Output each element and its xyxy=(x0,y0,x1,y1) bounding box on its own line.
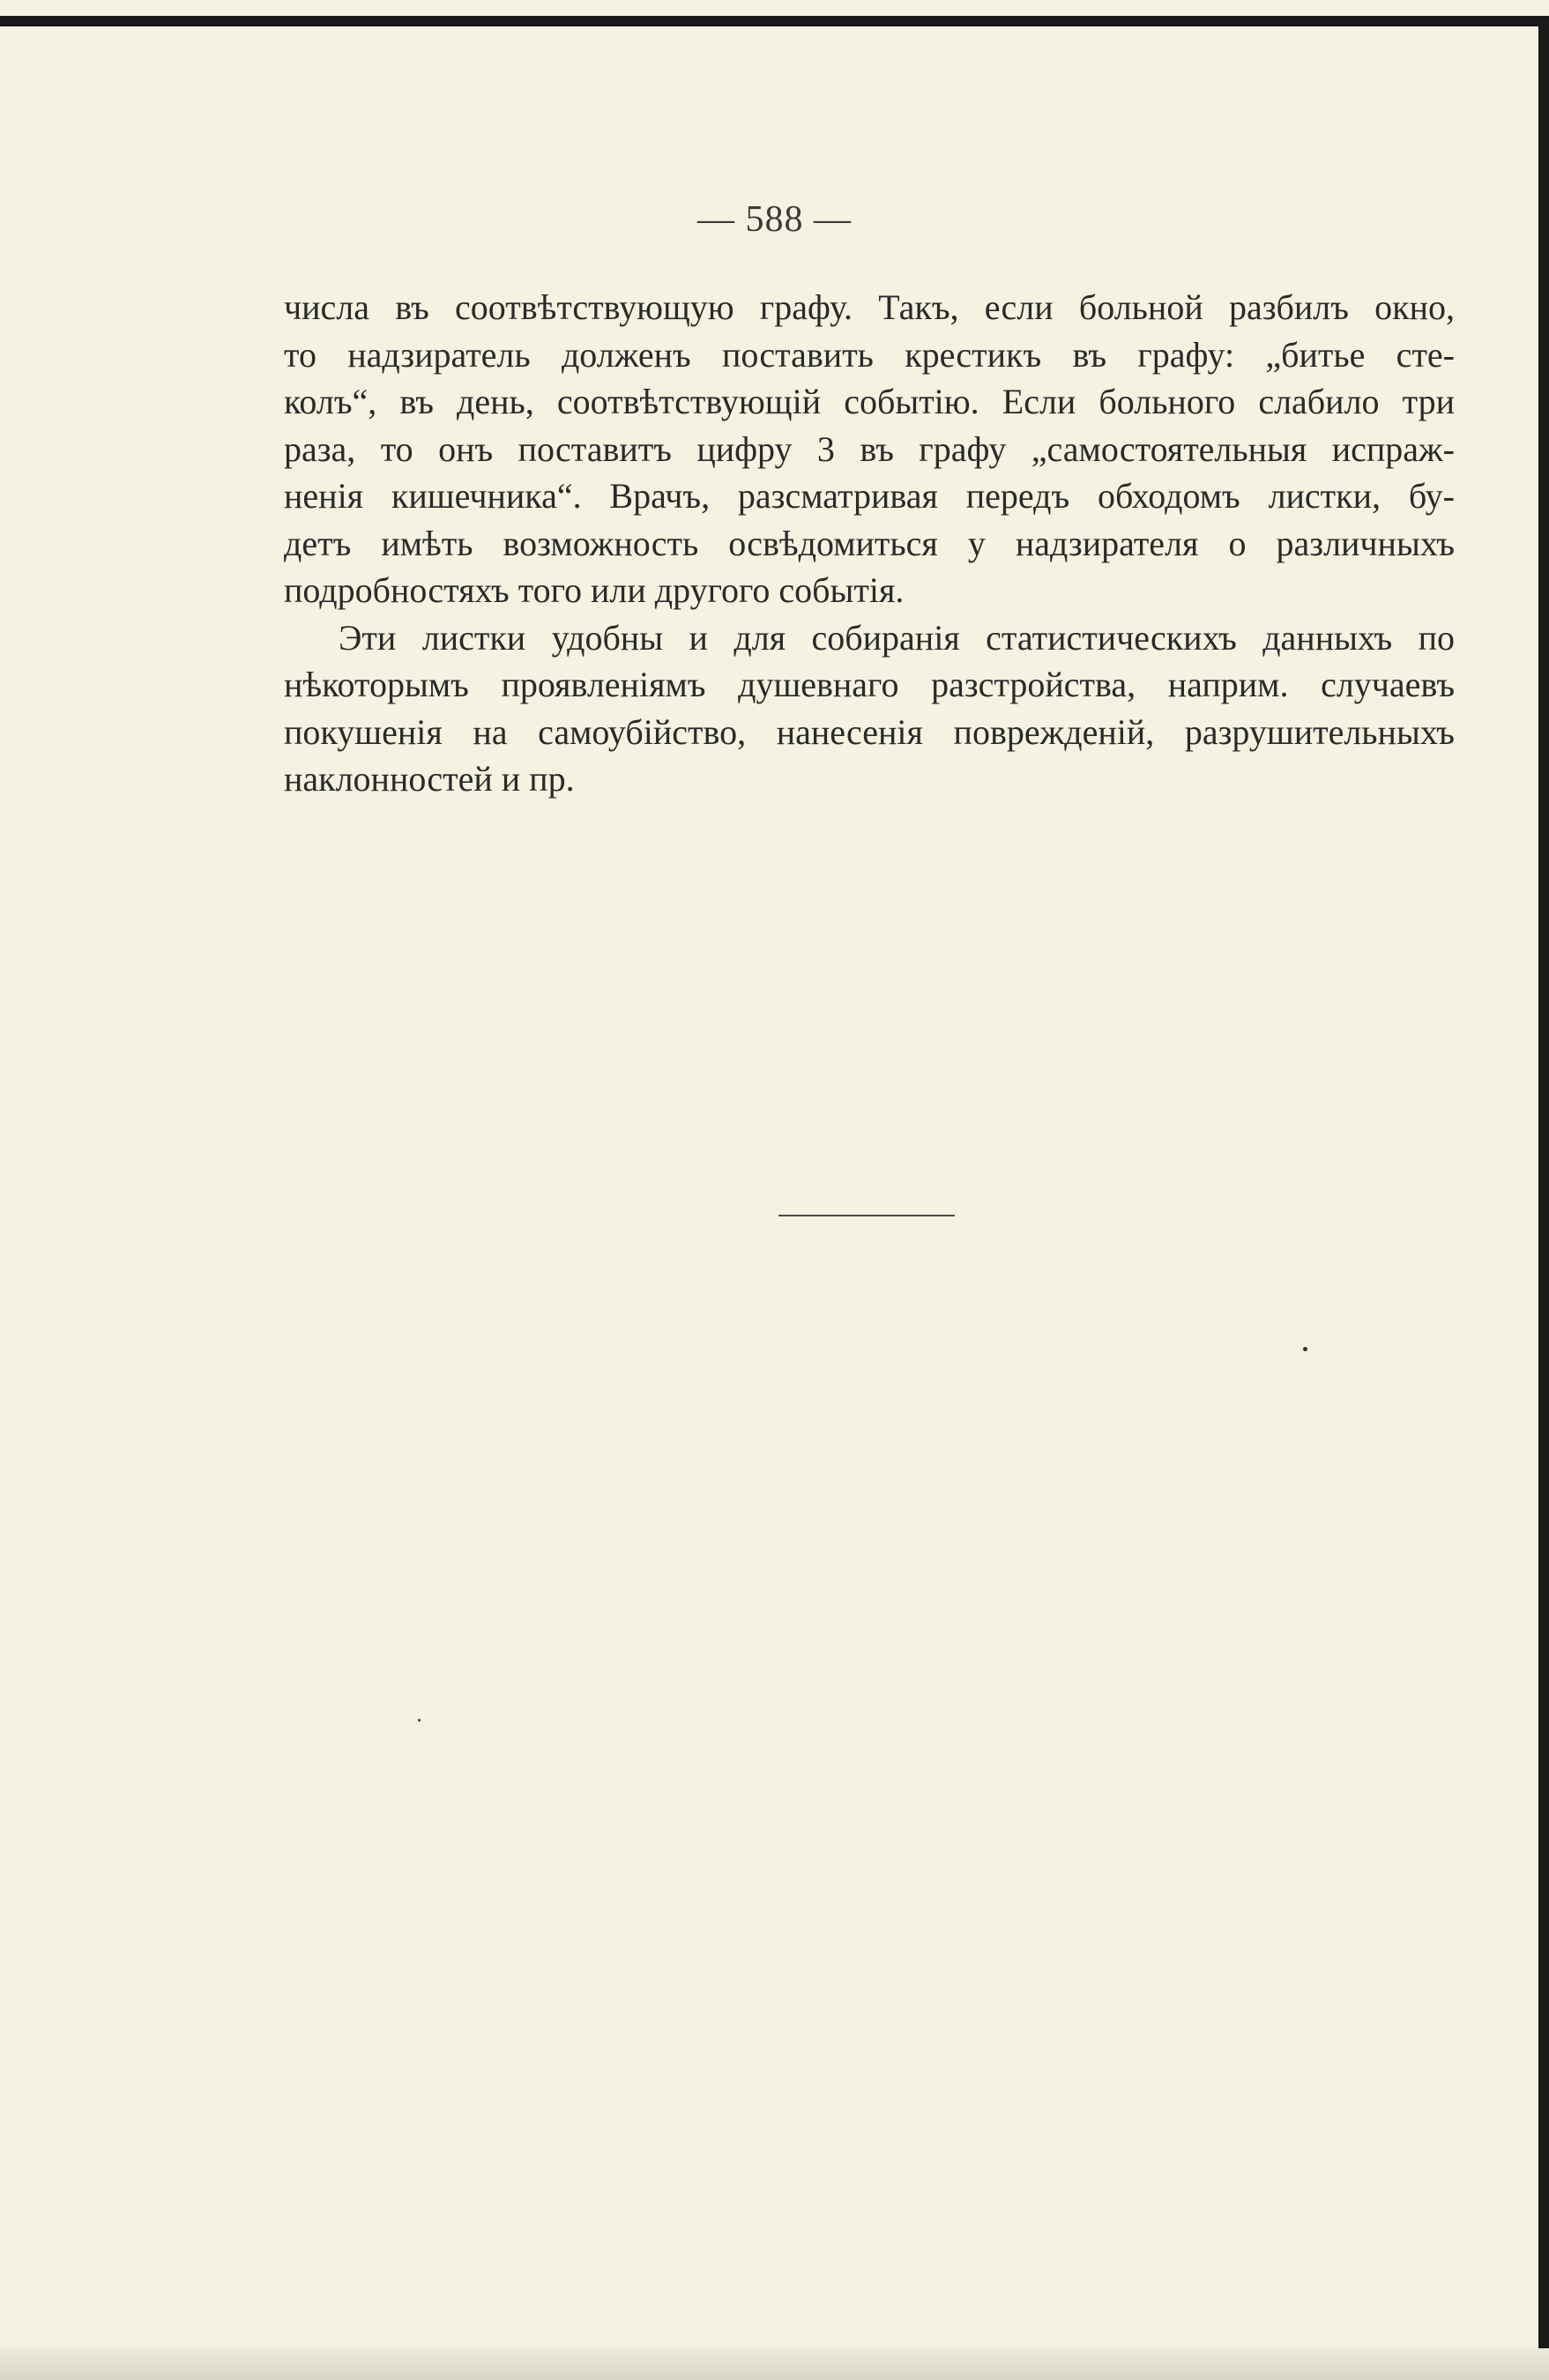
text-line: Эти листки удобны и для собиранія статистическихъ данныхъ по xyxy=(339,617,1455,658)
text-line: то надзиратель долженъ поставить крестикъ въ графу: „битье сте- xyxy=(284,334,1455,375)
text-line: числа въ соотвѣтствующую графу. Такъ, если больной разбилъ окно, xyxy=(284,287,1455,327)
text-line: покушенія на самоубійство, нанесенія поврежденій, разрушительныхъ xyxy=(284,711,1455,752)
text-line: колъ“, въ день, соотвѣтствующій событію. Если больного слабило три xyxy=(284,382,1455,421)
text-line: наклонностей и пр. xyxy=(284,759,575,799)
section-separator-rule xyxy=(778,1215,955,1216)
page-number: — 588 — xyxy=(697,199,852,240)
text-line: подробностяхъ того или другого событія. xyxy=(284,570,905,610)
text-line: нѣкоторымъ проявленіямъ душевнаго разстройства, наприм. случаевъ xyxy=(284,665,1455,704)
bottom-scan-edge xyxy=(0,2348,1549,2380)
scan-speck xyxy=(418,1719,421,1722)
text-line: детъ имѣть возможность освѣдомиться у надзирателя о различныхъ xyxy=(284,523,1455,563)
right-border-edge xyxy=(1538,16,1549,2361)
top-border-rule xyxy=(0,16,1538,26)
scan-speck xyxy=(1303,1347,1307,1351)
text-line: ненія кишечника“. Врачъ, разсматривая передъ обходомъ листки, бу- xyxy=(284,476,1455,516)
body-text xyxy=(284,284,1455,803)
paragraph-2 xyxy=(284,614,1455,803)
paragraph-1 xyxy=(284,284,1455,614)
text-line: раза, то онъ поставитъ цифру 3 въ графу „самостоятельныя испраж- xyxy=(284,428,1455,469)
